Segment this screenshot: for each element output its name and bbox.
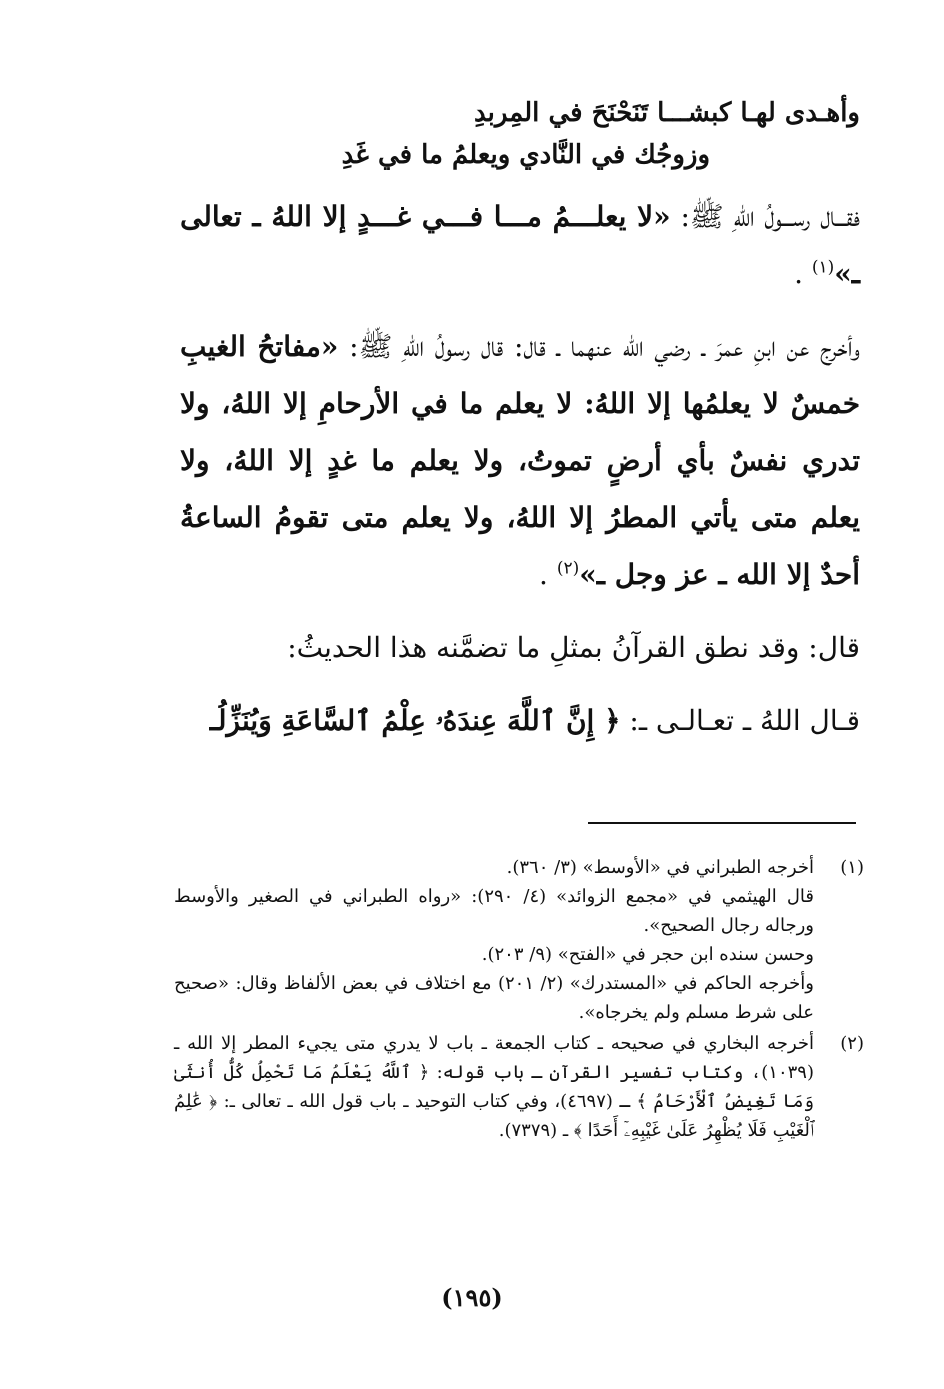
footnote-ref-1[interactable]: (١) [811,257,835,278]
paragraph-2-end: . [539,558,557,591]
hadith-quote-2: «مفاتحُ الغيبِ خمسٌ لا يعلمُها إلا اللهُ: لا يعلم ما في الأرحامِ إلا اللهُ، ولا تدري نفسٌ بأي أرضٍ تموتُ، ولا يعلم ما غدٍ إلا اللهُ، ولا يعلم متى يأتي المطرُ إلا اللهُ، ولا يعلم متى تقومُ الساعةُ أحدٌ إلا الله ـ عز وجل ـ» [180,330,860,591]
paragraph-1-end: . [794,257,812,290]
hadith-quote-1: «لا يعلـــمُ مـــا فـــي غـــدٍ إلا اللهُ ـ تعالى ـ» [180,200,860,290]
paragraph-4 [180,692,860,749]
footnotes [174,853,864,1145]
paragraph-2-lead: وأخرج عن ابنِ عمرَ ـ رضي الله عنهما ـ قال: قال رسولُ اللهِ ﷺ: [338,330,860,363]
paragraph-1-lead: فقـــال رســـولُ اللهِ ﷺ: [670,200,861,233]
paragraph-3: قال: وقد نطق القرآنُ بمثلِ ما تضمَّنه هذا الحديثُ: [287,631,860,664]
paragraph-4-lead: قـال اللهُ ـ تعـالـى ـ: [620,704,860,737]
footnote-2 [174,1029,864,1145]
footnote-line: أخرجه الطبراني في «الأوسط» (٣/ ٣٦٠). [506,857,814,878]
footnote-body [174,853,814,1027]
footnote-1 [174,853,864,1027]
footnote-line: قال الهيثمي في «مجمع الزوائد» (٤/ ٢٩٠): «رواه الطبراني في الصغير والأوسط ورجاله رجال الصحيح». [174,886,814,936]
footnote-ref-2[interactable]: (٢) [556,558,580,579]
footnote-line: وحسن سنده ابن حجر في «الفتح» (٩/ ٢٠٣). [481,944,814,965]
page-number: (١٩٥) [441,1283,503,1312]
footnote-divider [588,822,856,824]
verse-line-2: وزوجُك في النَّادي ويعلمُ ما في غَدِ [341,140,710,170]
footnote-line: أخرجه البخاري في صحيحه ـ كتاب الجمعة ـ باب لا يدري متى يجيء المطر إلا الله ـ (١٠٣٩)، وكتاب تفسير القرآن ـ باب قوله: ﴿ ٱللَّهُ يَعْلَمُ مَا تَحْمِلُ كُلُّ أُنثَىٰ وَمَا تَغِيضُ ٱلْأَرْحَامُ ﴾ ـ (٤٦٩٧)، وفي كتاب التوحيد ـ باب قول الله ـ تعالى ـ: ﴿ عَٰلِمُ ٱلْغَيْبِ فَلَا يُظْهِرُ عَلَىٰ غَيْبِهِۦٓ أَحَدًا ﴾ ـ (٧٣٧٩). [174,1033,814,1141]
verse-line-1: وأهـدى لهـا كبشـــا تَنَحْنَحَ في المِربدِ [473,98,860,128]
paragraph-1 [180,188,860,302]
quran-verse: ﴿ إِنَّ ٱللَّهَ عِندَهُۥ عِلْمُ ٱلسَّاعَةِ وَيُنَزِّلُـ [209,704,621,737]
footnote-body [174,1029,814,1145]
main-text [180,92,860,749]
footnote-line: وأخرجه الحاكم في «المستدرك» (٢/ ٢٠١) مع اختلاف في بعض الألفاظ وقال: «صحيح على شرط مسلم ولم يخرجاه». [174,973,814,1023]
footnote-number: (٢) [840,1033,864,1054]
paragraph-2 [180,318,860,603]
footnote-number: (١) [840,857,864,878]
